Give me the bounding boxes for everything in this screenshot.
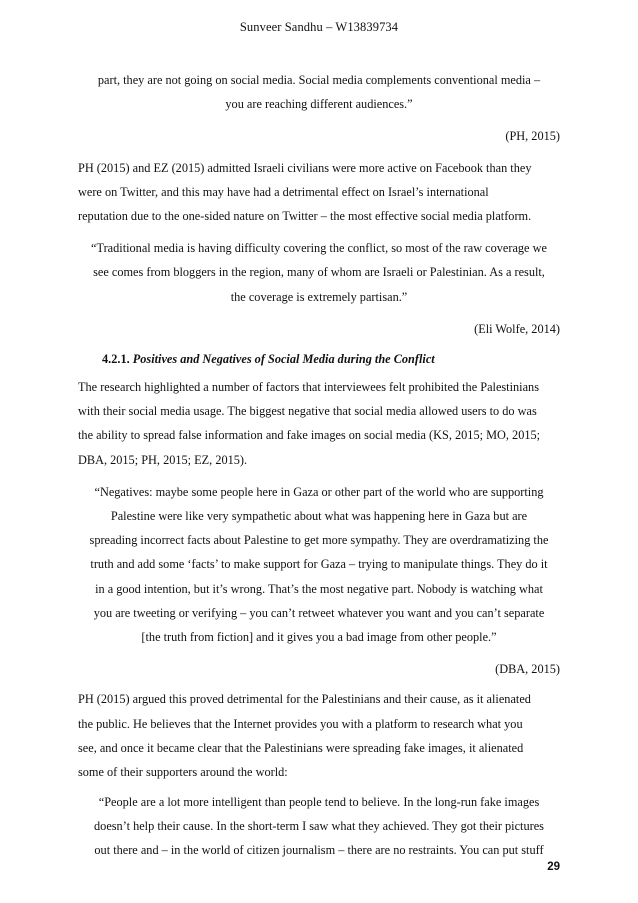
paragraph-line: with their social media usage. The biggest negative that social media allowed users to do was [78,404,537,419]
section-heading [78,347,560,371]
paragraph-line: The research highlighted a number of factors that interviewees felt prohibited the Palestinians [78,380,539,395]
quote-line: you are reaching different audiences.” [225,97,413,112]
paragraph [78,156,560,229]
quote-line: spreading incorrect facts about Palestine to get more sympathy. They are overdramatizing the [89,533,549,548]
paragraph-line: reputation due to the one-sided nature on Twitter – the most effective social media platform. [78,208,532,223]
paragraph-line: PH (2015) and EZ (2015) admitted Israeli civilians were more active on Facebook than they [78,160,532,175]
quote-line: doesn’t help their cause. In the short-term I saw what they achieved. They got their pictures [94,819,544,834]
section-title: Positives and Negatives of Social Media during the Conflict [132,351,435,366]
block-quote [78,68,560,149]
quote-line: “Traditional media is having difficulty covering the conflict, so most of the raw coverage we [91,241,547,256]
quote-line: out there and – in the world of citizen journalism – there are no restraints. You can put stuff [94,843,544,858]
quote-line: truth and add some ‘facts’ to make support for Gaza – trying to manipulate things. They do it [90,557,548,572]
quote-citation: (DBA, 2015) [495,662,560,677]
paragraph-line: DBA, 2015; PH, 2015; EZ, 2015). [78,452,248,467]
block-quote [78,790,560,863]
quote-line: part, they are not going on social media. Social media complements conventional media – [97,73,541,87]
quote-citation: (Eli Wolfe, 2014) [474,321,560,336]
section-number: 4.2.1. [102,351,130,366]
quote-line: Palestine were like very sympathetic about what was happening here in Gaza but are [110,509,528,523]
quote-line: in a good intention, but it’s wrong. That’s the most negative part. Nobody is watching what [95,581,543,596]
paragraph-line: PH (2015) argued this proved detrimental for the Palestinians and their cause, as it alienated [78,692,531,707]
quote-line: [the truth from fiction] and it gives you a bad image from other people.” [141,629,497,644]
paragraph [78,375,560,472]
quote-line: “People are a lot more intelligent than people tend to believe. In the long-run fake images [98,795,540,810]
block-quote [78,480,560,682]
quote-line: the coverage is extremely partisan.” [230,289,408,304]
paragraph-line: the ability to spread false information and fake images on social media (KS, 2015; MO, 2015; [78,428,541,443]
page-body [78,68,560,863]
paragraph-line: the public. He believes that the Internet provides you with a platform to research what you [78,716,523,731]
quote-citation: (PH, 2015) [505,129,560,144]
quote-line: see comes from bloggers in the region, many of whom are Israeli or Palestinian. As a result, [93,265,545,280]
block-quote [78,236,560,341]
page-header: Sunveer Sandhu – W13839734 [239,20,399,34]
paragraph-line: see, and once it became clear that the Palestinians were spreading fake images, it alienated [78,740,524,755]
paragraph [78,687,560,784]
quote-line: “Negatives: maybe some people here in Gaza or other part of the world who are supporting [94,484,544,499]
quote-line: you are tweeting or verifying – you can’t retweet whatever you want and you can’t separate [93,605,545,620]
paragraph-line: were on Twitter, and this may have had a detrimental effect on Israel’s international [78,184,489,199]
paragraph-line: some of their supporters around the world: [78,764,288,779]
page-number: 29 [547,861,560,873]
